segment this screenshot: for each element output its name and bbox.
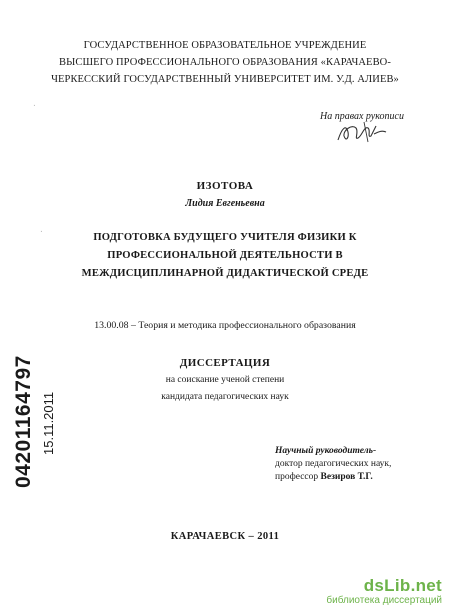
work-type: ДИССЕРТАЦИЯ — [179, 357, 271, 369]
institution-line-1: ГОСУДАРСТВЕННОЕ ОБРАЗОВАТЕЛЬНОЕ УЧРЕЖДЕНИЕ — [83, 40, 367, 51]
rights-note: На правах рукописи — [320, 111, 404, 122]
institution-line-2: ВЫСШЕГО ПРОФЕССИОНАЛЬНОГО ОБРАЗОВАНИЯ «КАРАЧАЕВО- — [59, 57, 391, 68]
title-line-2: ПРОФЕССИОНАЛЬНОЙ ДЕЯТЕЛЬНОСТИ В — [107, 250, 343, 261]
supervisor-label: Научный руководитель- — [275, 446, 377, 456]
supervisor-name: Везиров Т.Г. — [320, 472, 373, 482]
degree-line-2: кандидата педагогических наук — [161, 392, 289, 402]
place-year: КАРАЧАЕВСК – 2011 — [170, 531, 280, 542]
registration-number: 04201164797 — [12, 355, 35, 488]
supervisor-prof: профессор — [275, 472, 319, 482]
author-name: Лидия Евгеньевна — [185, 198, 265, 209]
supervisor-title: доктор педагогических наук, — [275, 459, 392, 469]
margin-mark: ˈ — [33, 104, 36, 112]
title-line-1: ПОДГОТОВКА БУДУЩЕГО УЧИТЕЛЯ ФИЗИКИ К — [93, 232, 357, 243]
registration-date: 15.11.2011 — [41, 391, 56, 455]
watermark-subtitle: библиотека диссертаций — [326, 595, 442, 606]
degree-line-1: на соискание ученой степени — [165, 375, 285, 385]
specialty-code: 13.00.08 – Теория и методика профессионального образования — [94, 320, 356, 331]
margin-mark: ˈ — [40, 230, 43, 238]
supervisor-name-line — [275, 472, 373, 482]
author-surname: ИЗОТОВА — [196, 180, 254, 192]
institution-line-3: ЧЕРКЕССКИЙ ГОСУДАРСТВЕННЫЙ УНИВЕРСИТЕТ ИМ. У.Д. АЛИЕВ» — [51, 74, 399, 85]
library-watermark[interactable] — [326, 577, 442, 607]
title-line-3: МЕЖДИСЦИПЛИНАРНОЙ ДИДАКТИЧЕСКОЙ СРЕДЕ — [81, 268, 369, 279]
signature-image — [334, 118, 394, 146]
watermark-logo: dsLib.net — [363, 576, 442, 595]
